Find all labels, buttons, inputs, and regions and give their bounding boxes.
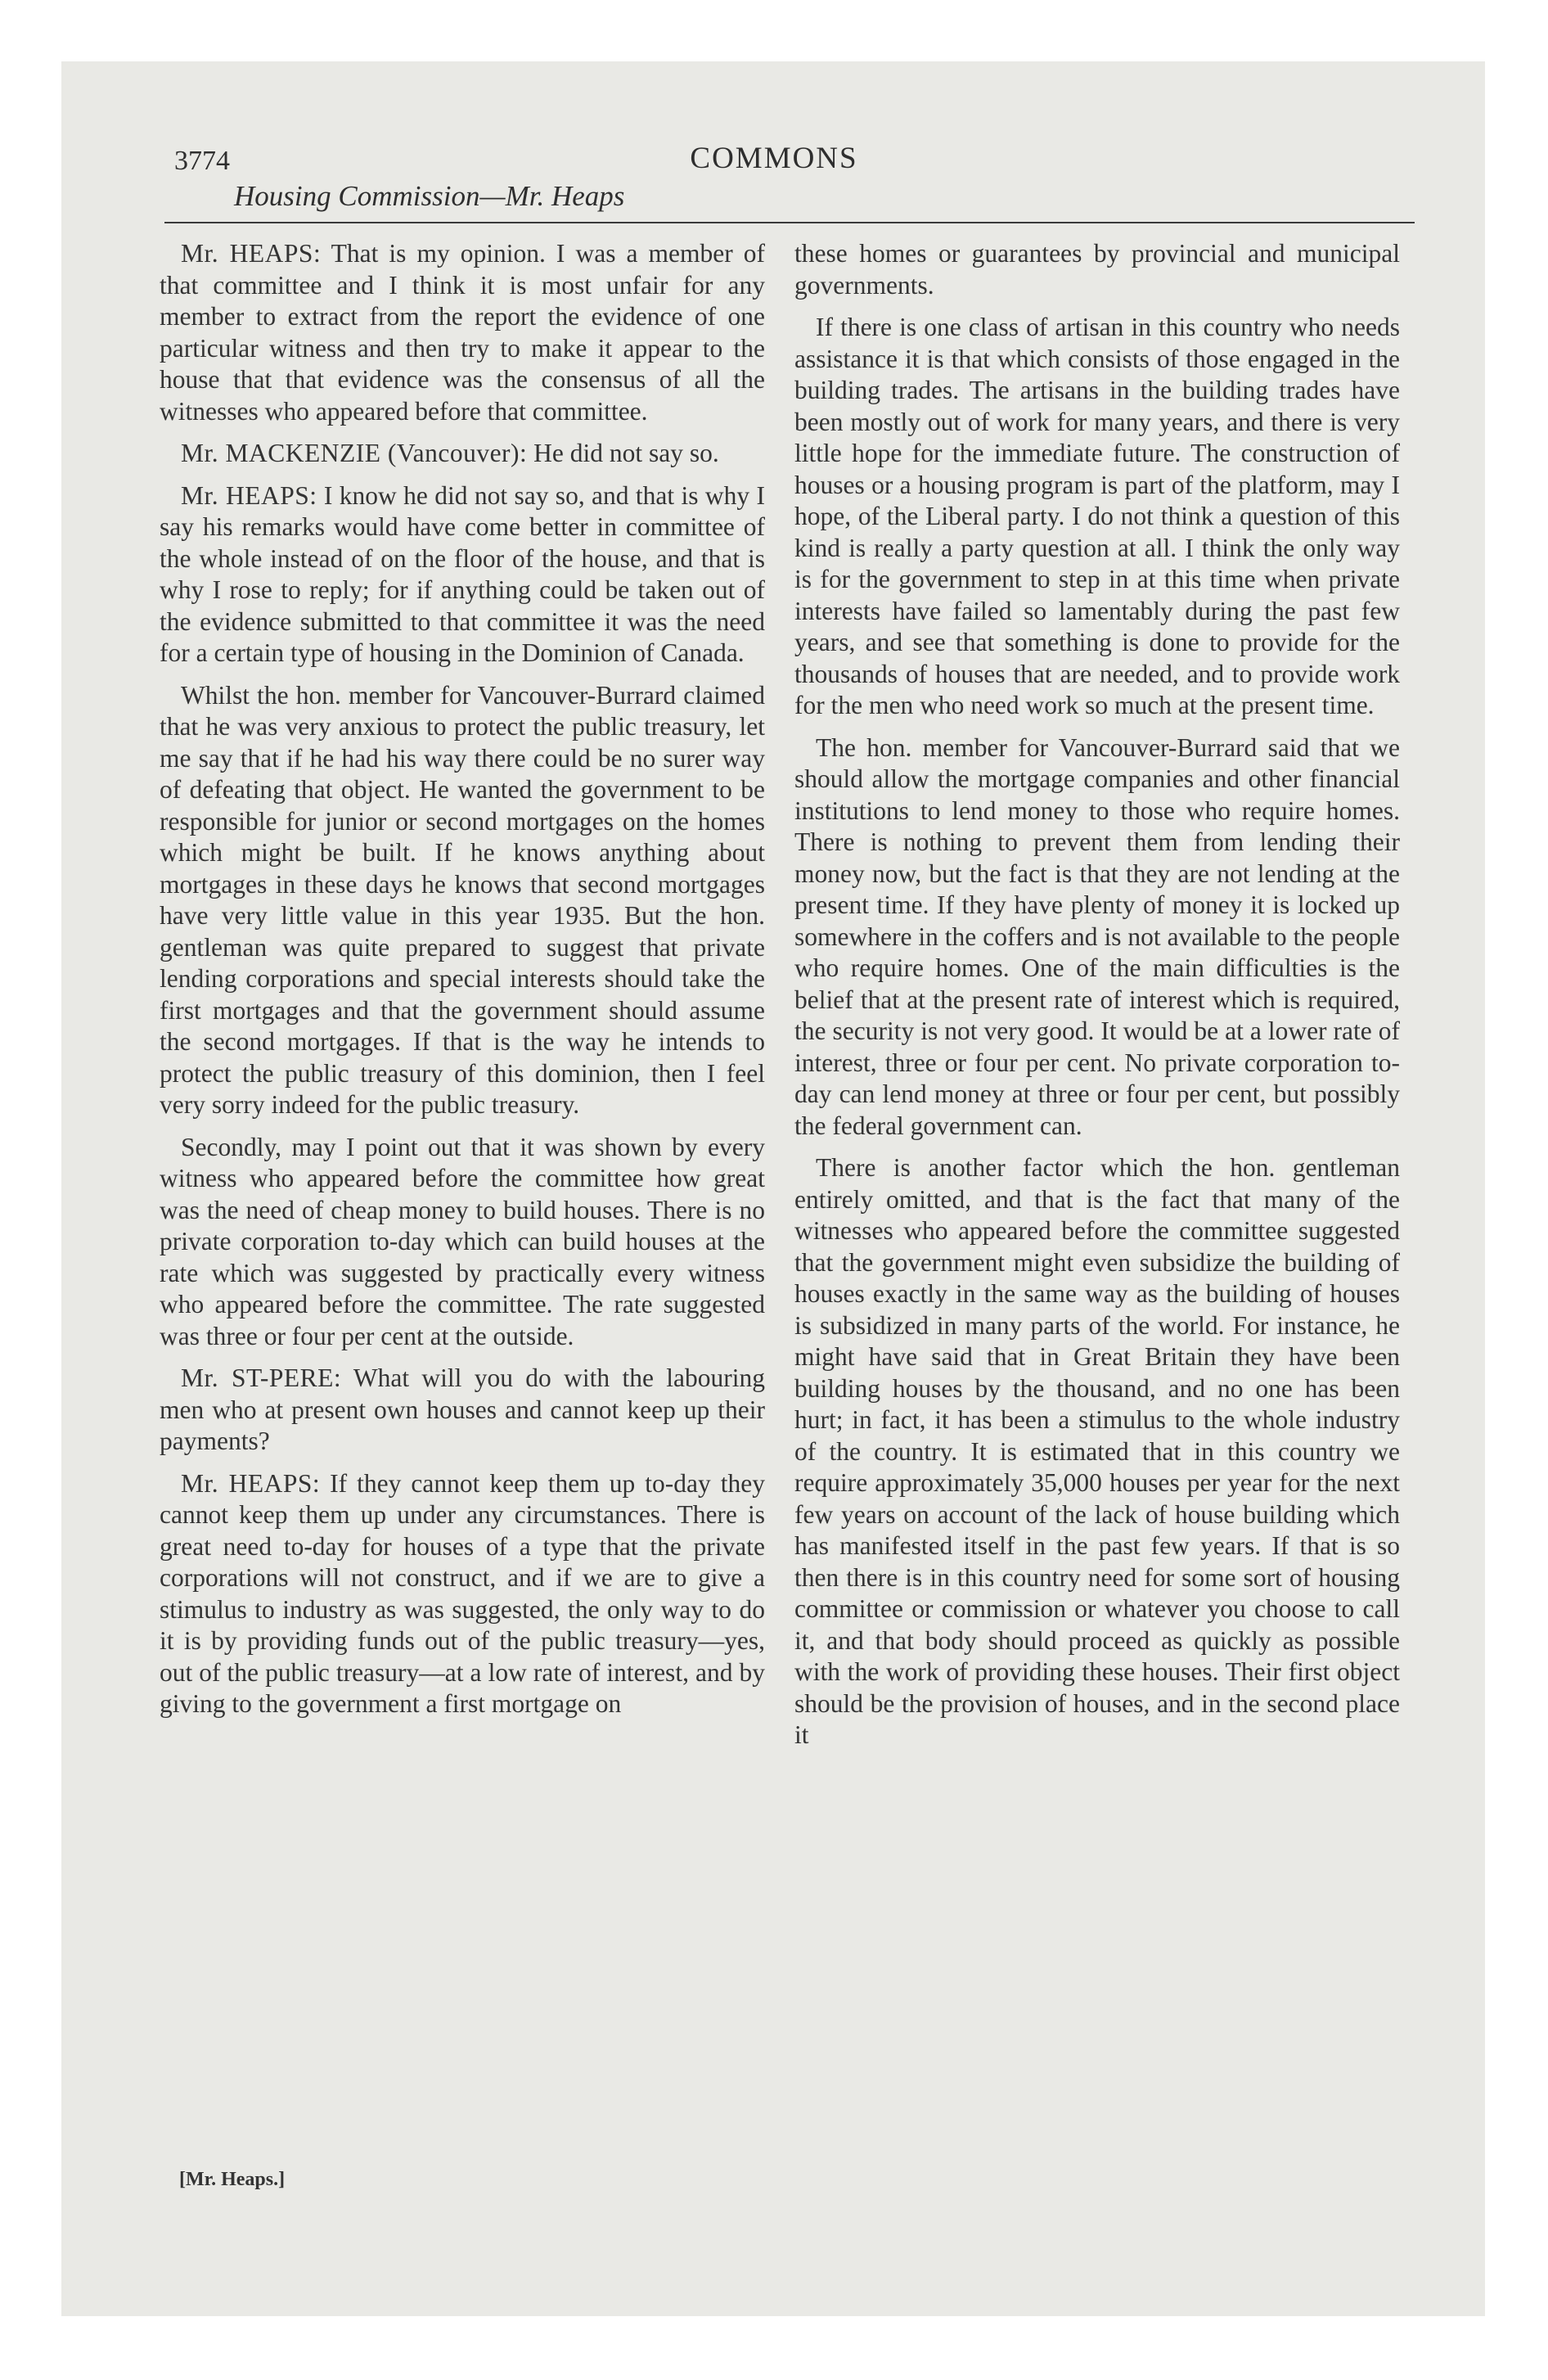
paragraph [160,1132,765,1353]
subject-line: Housing Commission—Mr. Heaps [234,180,625,212]
paragraph [794,238,1400,301]
running-head: COMMONS [690,142,858,175]
paragraph-text: Whilst the hon. member for Vancouver-Burrard claimed that he was very anxious to protect the public treasury, let me say that if he had his way there could be no surer way of defeating that object. He wanted the government to be responsible for junior or second mortgages on the homes which might be built. If he knows anything about mortgages in these days he knows that second mortgages have very little value in this year 1935. But the hon. gentleman was quite prepared to suggest that private lending corporations and special interests should take the first mortgages and that the government should assume the second mortgages. If that is the way he intends to protect the public treasury of this dominion, then I feel very sorry indeed for the public treasury. [160,680,765,1119]
speaker-name: Mr. MACKENZIE (Vancouver): [181,439,528,467]
paragraph-text: He did not say so. [527,439,719,467]
speaker-name: Mr. HEAPS: [181,480,317,510]
paragraph-text: There is another factor which the hon. gentleman entirely omitted, and that is the fact that many of the witnesses who appeared before the committee suggested that the government might even subsidize the building of houses exactly in the same way as the building of houses is subsidized in many parts of the world. For instance, he might have said that in Great Britain they have been building houses by the thousand, and no one has been hurt; in fact, it has been a stimulus to the whole industry of the country. It is estimated that in this country we require approximately 35,000 houses per year for the next few years on account of the lack of house building which has manifested itself in the past few years. If that is so then there is in this country need for some sort of housing committee or commission or whatever you choose to call it, and that body should proceed as quickly as possible with the work of providing these houses. Their first object should be the provision of houses, and in the second place it [794,1153,1400,1749]
speaker-footer: [Mr. Heaps.] [179,2169,286,2190]
left-column [160,238,765,1731]
paragraph-text: I know he did not say so, and that is why I say his remarks would have come better in committee of the whole instead of on the floor of the house, and that is why I rose to reply; for if anything could be taken out of the evidence submitted to that committee it was the need for a certain type of housing in the Dominion of Canada. [160,480,765,667]
paragraph [160,680,765,1121]
paragraph-text: If there is one class of artisan in this country who needs assistance it is that which consists of those engaged in the building trades. The artisans in the building trades have been mostly out of work for many years, and there is very little hope for the immediate future. The construction of houses or a housing program is part of the platform, may I hope, of the Liberal party. I do not think a question of this kind is really a party question at all. I think the only way is for the government to step in at this time when private interests have failed so lamentably during the past few years, and see that something is done to provide for the thousands of houses that are needed, and to provide work for the men who need work so much at the present time. [794,313,1400,719]
paragraph-text: The hon. member for Vancouver-Burrard said that we should allow the mortgage companies and other financial institutions to lend money to those who require homes. There is nothing to prevent them from lending their money now, but the fact is that they are not lending at the present time. If they have plenty of money it is locked up somewhere in the coffers and is not available to the people who require homes. One of the main difficulties is the belief that at the present rate of interest which is required, the security is not very good. It would be at a lower rate of interest, three or four per cent. No private corporation to-day can lend money at three or four per cent, but possibly the federal government can. [794,732,1400,1140]
paragraph-text: these homes or guarantees by provincial and municipal governments. [794,239,1400,300]
paragraph [160,438,765,470]
speaker-name: Mr. ST-PERE: [181,1364,342,1392]
paragraph-text: That is my opinion. I was a member of that committee and I think it is most unfair for any member to extract from the report the evidence of one particular witness and then try to make it appear to the house that that evidence was the consensus of all the witnesses who appeared before that committee. [160,239,765,426]
paragraph [160,1363,765,1458]
paragraph [160,238,765,427]
speaker-name: Mr. HEAPS: [181,239,322,268]
speaker-name: Mr. HEAPS: [181,1468,321,1498]
paragraph [794,312,1400,722]
paragraph-text: Secondly, may I point out that it was shown by every witness who appeared before the committee how great was the need of cheap money to build houses. There is no private corporation to-day which can build houses at the rate which was suggested by practically every witness who appeared before the committee. The rate suggested was three or four per cent at the outside. [160,1132,765,1350]
paragraph [160,1468,765,1720]
paragraph-text: If they cannot keep them up to-day they cannot keep them up under any circumstances. There is great need to-day for houses of a type that the private corporations will not construct, and if we are to give a stimulus to industry as was suggested, the only way to do it is by providing funds out of the public treasury—yes, out of the public treasury—at a low rate of interest, and by giving to the government a first mortgage on [160,1468,765,1718]
paragraph [160,480,765,669]
paragraph [794,1152,1400,1751]
page-number: 3774 [174,146,230,176]
paragraph-text: What will you do with the labouring men who at present own houses and cannot keep up their payments? [160,1364,765,1455]
paragraph [794,732,1400,1143]
header-rule [164,222,1415,223]
right-column [794,238,1400,1762]
